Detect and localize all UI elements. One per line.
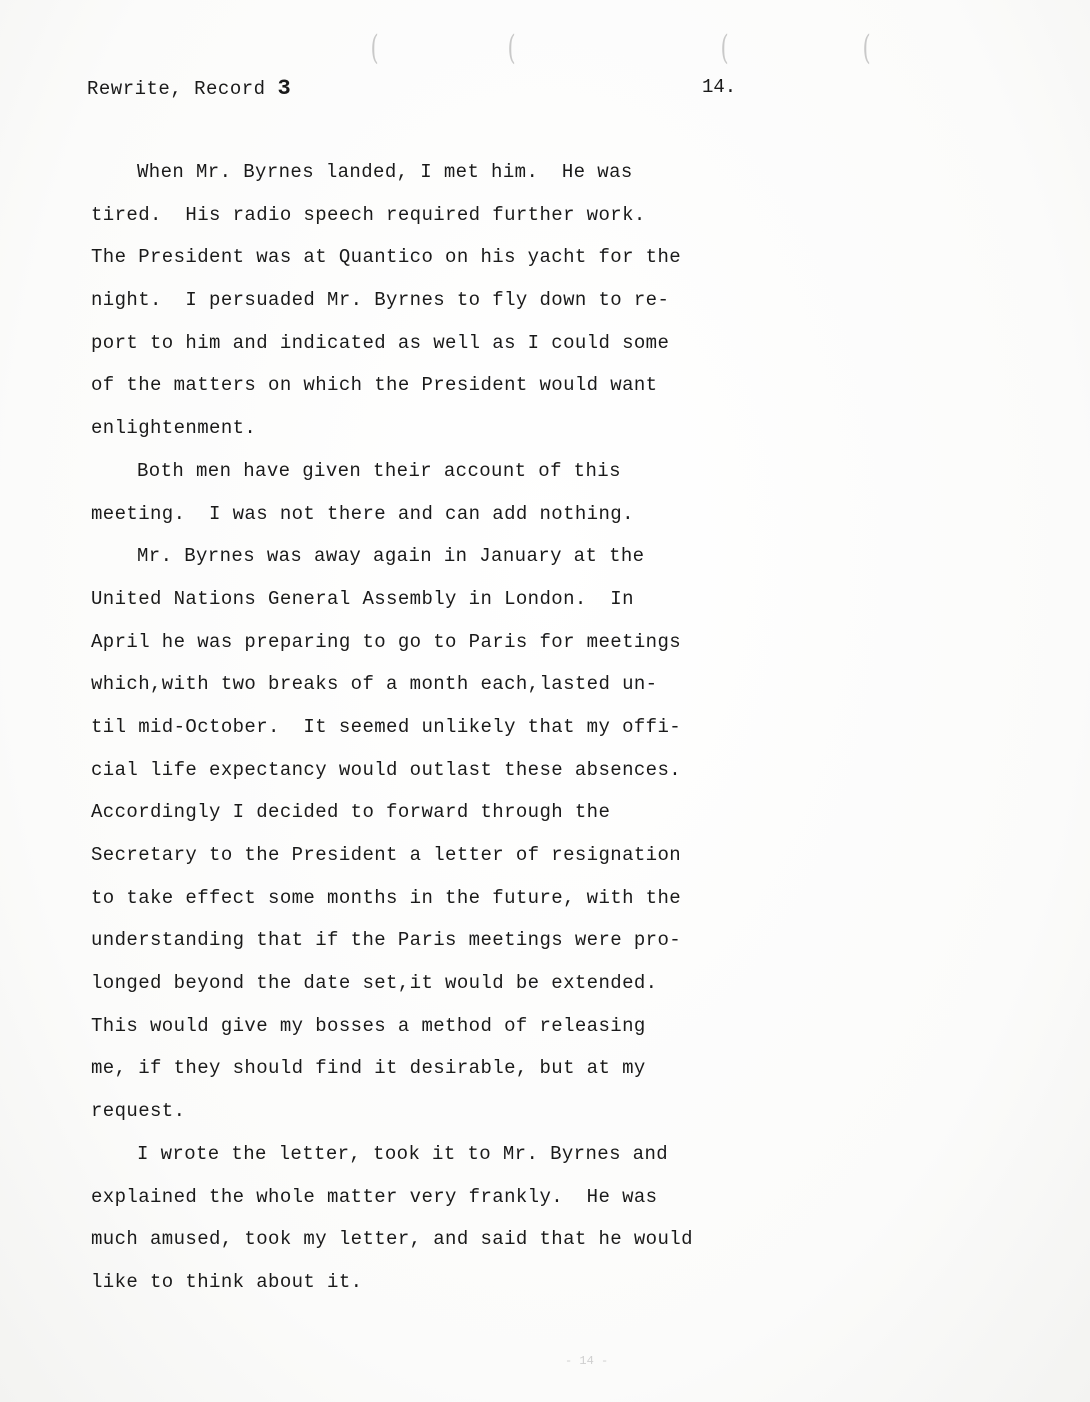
text-line: April he was preparing to go to Paris for meetings — [91, 630, 682, 653]
text-line: til mid-October. It seemed unlikely that my offi- — [91, 715, 682, 738]
text-line: When Mr. Byrnes landed, I met him. He was — [137, 161, 633, 183]
text-line: Both men have given their account of this — [137, 459, 621, 482]
text-line: request. — [91, 1100, 186, 1123]
text-line: I wrote the letter, took it to Mr. Byrnes and — [137, 1142, 669, 1165]
text-line: explained the whole matter very frankly. He was — [91, 1185, 658, 1208]
text-line: to take effect some months in the future, with the — [91, 886, 682, 909]
document-header — [87, 76, 291, 101]
record-number: 3 — [277, 76, 292, 101]
footer-mark: - 14 - — [565, 1354, 609, 1368]
text-line: like to think about it. — [91, 1270, 363, 1293]
text-line: This would give my bosses a method of releasing — [91, 1014, 646, 1037]
text-line: me, if they should find it desirable, but at my — [91, 1057, 646, 1080]
text-line: United Nations General Assembly in London. In — [91, 587, 634, 610]
text-line: understanding that if the Paris meetings were pro- — [91, 929, 682, 952]
text-line: night. I persuaded Mr. Byrnes to fly down to re- — [91, 289, 670, 312]
text-line: Mr. Byrnes was away again in January at the — [137, 545, 645, 568]
text-line: tired. His radio speech required further work. — [91, 203, 646, 226]
text-line: which,with two breaks of a month each,lasted un- — [91, 673, 658, 696]
punch-mark: ( — [507, 28, 516, 68]
punch-mark: ( — [370, 28, 379, 68]
document-body — [91, 151, 791, 1304]
header-title: Rewrite, Record — [87, 78, 266, 100]
text-line: enlightenment. — [91, 417, 257, 440]
text-line: Accordingly I decided to forward through the — [91, 801, 611, 824]
text-line: The President was at Quantico on his yacht for the — [91, 246, 682, 269]
text-line: meeting. I was not there and can add nothing. — [91, 502, 634, 525]
page-number: 14. — [702, 76, 737, 98]
text-line: port to him and indicated as well as I could some — [91, 331, 670, 354]
text-line: longed beyond the date set,it would be extended. — [91, 972, 658, 995]
punch-mark: ( — [720, 28, 729, 68]
text-line: cial life expectancy would outlast these absences. — [91, 758, 682, 781]
text-line: of the matters on which the President would want — [91, 374, 658, 397]
text-line: much amused, took my letter, and said that he would — [91, 1228, 693, 1251]
text-line: Secretary to the President a letter of resignation — [91, 844, 682, 866]
punch-mark: ( — [862, 28, 871, 68]
